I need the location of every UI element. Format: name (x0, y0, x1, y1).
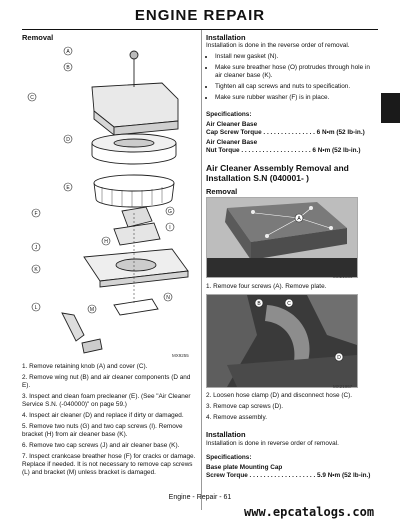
install-bullet-1: • Install new gasket (N). (215, 53, 378, 61)
right-step-3: 3. Remove cap screws (D). (206, 403, 284, 410)
svg-text:N: N (166, 295, 170, 301)
svg-text:H: H (104, 239, 108, 245)
right-step-2: 2. Loosen hose clamp (D) and disconnect hose (C). (206, 392, 352, 399)
svg-text:L: L (34, 305, 38, 311)
svg-text:D: D (337, 355, 341, 361)
svg-text:C: C (287, 301, 291, 307)
left-step-7: 7. Inspect crankcase breather hose (F) for cracks or damage. Replace if needed. It is not necessary to remove cap screws (L) and bracket (M) unless bracket is damaged. (22, 453, 196, 476)
spec3-name: Base plate Mounting Cap (206, 464, 283, 471)
callout-g (166, 207, 174, 215)
section-tab-marker (381, 93, 400, 123)
callout-d (64, 135, 72, 143)
svg-text:A: A (66, 49, 70, 55)
spec1-line: Cap Screw Torque . . . . . . . . . . . . . . . 6 N•m (52 lb-in.) (206, 129, 365, 136)
spec2-line: Nut Torque . . . . . . . . . . . . . . . . . . . . 6 N•m (52 lb-in.) (206, 147, 361, 154)
spec2-name: Air Cleaner Base (206, 139, 258, 146)
hose-clamp-figure (206, 294, 358, 388)
svg-text:G: G (168, 209, 172, 215)
callout-c (28, 93, 36, 101)
fig1-callout-a (295, 214, 303, 222)
callout-k (32, 265, 40, 273)
right-removal-heading: Removal (206, 187, 238, 196)
svg-text:E: E (66, 185, 70, 191)
callout-l (32, 303, 40, 311)
section-title: Air Cleaner Assembly Removal and Installation S.N (040001- ) (206, 163, 349, 183)
callout-b (64, 63, 72, 71)
install-bullet-3: • Tighten all cap screws and nuts to specification. (215, 83, 378, 91)
left-removal-heading: Removal (22, 33, 54, 42)
fig2-callout-d (335, 353, 343, 361)
spec-heading-1: Specifications: (206, 111, 252, 118)
svg-text:M: M (89, 307, 95, 313)
svg-text:J: J (34, 245, 38, 251)
svg-text:B: B (257, 301, 261, 307)
svg-text:D: D (66, 137, 70, 143)
spec1-name: Air Cleaner Base (206, 121, 258, 128)
fig2-callout-c (285, 299, 293, 307)
callout-a (64, 47, 72, 55)
right-steps-2 (206, 392, 378, 422)
right-step-4: 4. Remove assembly. (206, 414, 267, 421)
svg-text:K: K (34, 267, 38, 273)
right-step-1: 1. Remove four screws (A). Remove plate. (206, 283, 327, 290)
callout-m (88, 305, 96, 313)
page-footer: Engine - Repair - 61 (168, 494, 232, 501)
install-bullet-2: • Make sure breather hose (O) protrudes through hole in air cleaner base (K). (215, 64, 378, 80)
left-step-3: 3. Inspect and clean foam precleaner (E). (See "Air Cleaner Service S.N. (-040000)" on page 59.) (22, 393, 191, 408)
left-step-5: 5. Remove two nuts (G) and two cap screws (I). Remove bracket (H) from air cleaner base (K). (22, 423, 183, 438)
callout-f (32, 209, 40, 217)
callout-j (32, 243, 40, 251)
exploded-view-figure (22, 43, 197, 355)
right-installation-heading: Installation (206, 33, 246, 42)
svg-text:B: B (66, 65, 70, 71)
air-cleaner-plate-figure (206, 197, 358, 278)
page-title: ENGINE REPAIR (134, 7, 266, 24)
left-step-6: 6. Remove two cap screws (J) and air cleaner base (K). (22, 442, 180, 449)
callout-n (164, 293, 172, 301)
right-installation2-heading: Installation (206, 430, 246, 439)
install-bullet-4: • Make sure rubber washer (F) is in place. (215, 94, 378, 102)
installation-bullets (206, 53, 378, 105)
fig1-caption: MX21964 (333, 274, 353, 279)
right-installation2-text: Installation is done in reverse order of removal. (206, 440, 339, 447)
left-step-4: 4. Inspect air cleaner (D) and replace if dirty or damaged. (22, 412, 184, 419)
svg-text:C: C (30, 95, 34, 101)
svg-text:I: I (169, 225, 171, 231)
left-figure-caption: MX9255 (172, 353, 189, 358)
svg-text:A: A (297, 216, 301, 222)
watermark-url: www.epcatalogs.com (244, 505, 375, 519)
left-step-2: 2. Remove wing nut (B) and air cleaner components (D and E). (22, 374, 191, 389)
left-step-1: 1. Remove retaining knob (A) and cover (C). (22, 363, 148, 370)
column-divider (201, 30, 202, 510)
fig2-callout-b (255, 299, 263, 307)
callout-i (166, 223, 174, 231)
svg-text:F: F (34, 211, 38, 217)
title-rule (22, 29, 378, 30)
fig2-caption: MX21967 (333, 384, 353, 389)
left-steps (22, 363, 197, 477)
spec3-line: Screw Torque . . . . . . . . . . . . . . . . . . . 5.9 N•m (52 lb-in.) (206, 472, 371, 479)
right-installation-intro: Installation is done in the reverse order of removal. (206, 42, 350, 49)
callout-e (64, 183, 72, 191)
callout-h (102, 237, 110, 245)
spec-heading-2: Specifications: (206, 454, 252, 461)
